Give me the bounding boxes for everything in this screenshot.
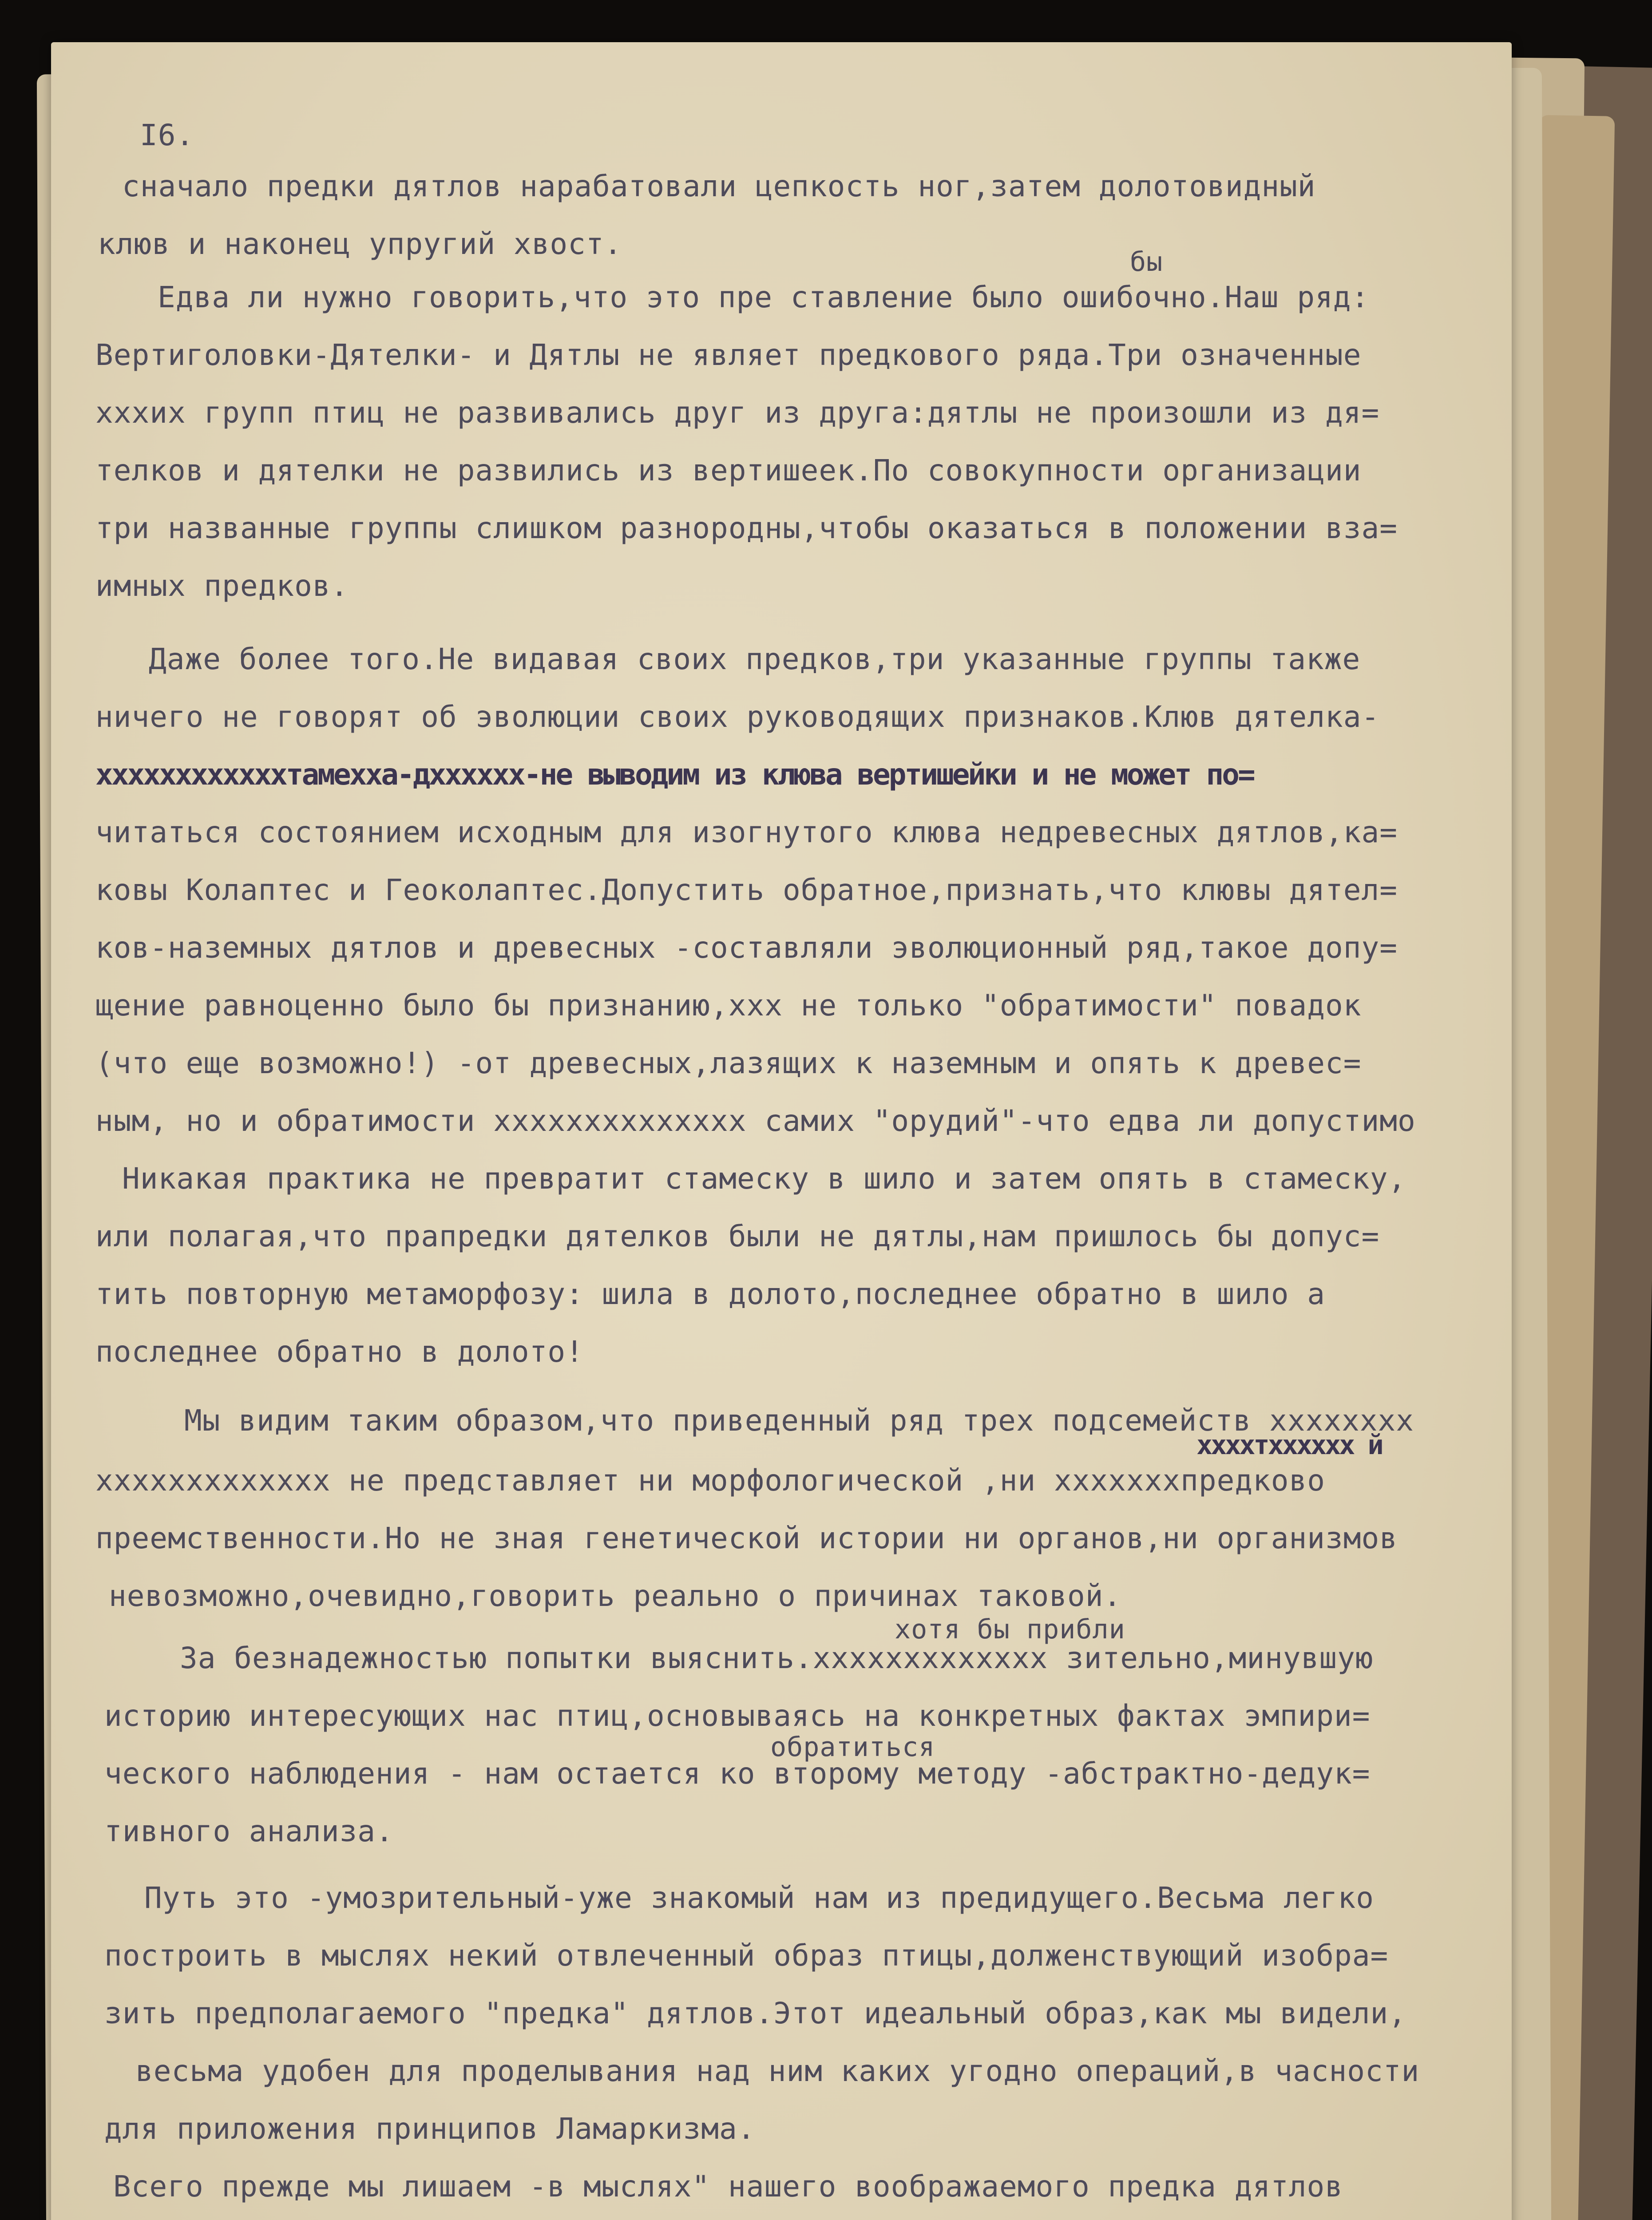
text-line: ничего не говорят об эволюции своих руководящих признаков.Клюв дятелка- (95, 700, 1380, 734)
text-line: Едва ли нужно говорить,что это пре ставление было ошибочно.Наш ряд: (158, 280, 1370, 314)
text-line: ным, но и обратимости хххххххххххххх самих "орудий"-что едва ли допустимо (95, 1104, 1416, 1138)
text-line: ковы Колаптес и Геоколаптес.Допустить обратное,признать,что клювы дятел= (95, 873, 1398, 907)
text-line: весьма удобен для проделывания над ним каких угодно операций,в часности (135, 2054, 1420, 2088)
text-line: Путь это -умозрительный-уже знакомый нам из предидущего.Весьма легко (144, 1881, 1375, 1915)
text-line: щение равноценно было бы признанию,ххх не только "обратимости" повадок (95, 988, 1362, 1023)
insertion: ххххтхххххх й (1196, 1430, 1382, 1461)
text-line: ческого наблюдения - нам остается ко второму методу -абстрактно-дедук= (104, 1756, 1371, 1791)
text-line: Вертиголовки-Дятелки- и Дятлы не являет предкового ряда.Три означенные (95, 338, 1362, 372)
typewritten-page (51, 42, 1512, 2220)
text-line: Всего прежде мы лишаем -в мыслях" нашего воображаемого предка дятлов (113, 2169, 1343, 2204)
text-line: имных предков. (95, 569, 349, 603)
text-line: ков-наземных дятлов и древесных -составляли эволюционный ряд,такое допу= (95, 931, 1398, 965)
insertion: обратиться (770, 1732, 935, 1763)
struck-text-line: ххххххххххххтамехха-дхххххх-не выводим из клюва вертишейки и не может по= (95, 757, 1254, 792)
text-line: Мы видим таким образом,что приведенный ряд трех подсемейств хххххххх (184, 1403, 1414, 1438)
text-line: тивного анализа. (104, 1814, 394, 1848)
text-line: сначало предки дятлов нарабатовали цепкость ног,затем долотовидный (122, 169, 1316, 203)
text-line: тить повторную метаморфозу: шила в долото,последнее обратно в шило а (95, 1277, 1326, 1311)
text-line: Никакая практика не превратит стамеску в шило и затем опять в стамеску, (122, 1162, 1406, 1196)
text-line: За безнадежностью попытки выяснить.ххххххххххххх зительно,минувшую (180, 1641, 1374, 1675)
text-line: преемственности.Но не зная генетической истории ни органов,ни организмов (95, 1521, 1398, 1555)
text-line: зить предполагаемого "предка" дятлов.Этот идеальный образ,как мы видели, (104, 1996, 1406, 2030)
text-line: три названные группы слишком разнородны,чтобы оказаться в положении вза= (95, 511, 1398, 545)
page-number: I6. (140, 118, 194, 152)
text-line: последнее обратно в долото! (95, 1335, 584, 1369)
text-line: построить в мыслях некий отвлеченный образ птицы,долженствующий изобра= (104, 1939, 1389, 1973)
text-line: ххххххххххххх не представляет ни морфологической ,ни хххххххпредково (95, 1463, 1326, 1498)
text-line: или полагая,что прапредки дятелков были не дятлы,нам пришлось бы допус= (95, 1219, 1380, 1253)
insertion: бы (1130, 246, 1163, 278)
text-line: историю интересующих нас птиц,основываясь на конкретных фактах эмпири= (104, 1699, 1371, 1733)
text-line: для приложения принципов Ламаркизма. (104, 2112, 756, 2146)
text-line: невозможно,очевидно,говорить реально о причинах таковой. (109, 1579, 1122, 1613)
text-line: телков и дятелки не развились из вертишеек.По совокупности организации (95, 453, 1362, 488)
text-line: Даже более того.Не видавая своих предков,три указанные группы также (149, 642, 1361, 676)
insertion: хотя бы прибли (895, 1614, 1125, 1645)
text-line: хххих групп птиц не развивались друг из друга:дятлы не произошли из дя= (95, 396, 1380, 430)
text-line: читаться состоянием исходным для изогнутого клюва недревесных дятлов,ка= (95, 815, 1398, 849)
text-line: клюв и наконец упругий хвост. (98, 227, 622, 261)
text-line: (что еще возможно!) -от древесных,лазящих к наземным и опять к древес= (95, 1046, 1362, 1080)
